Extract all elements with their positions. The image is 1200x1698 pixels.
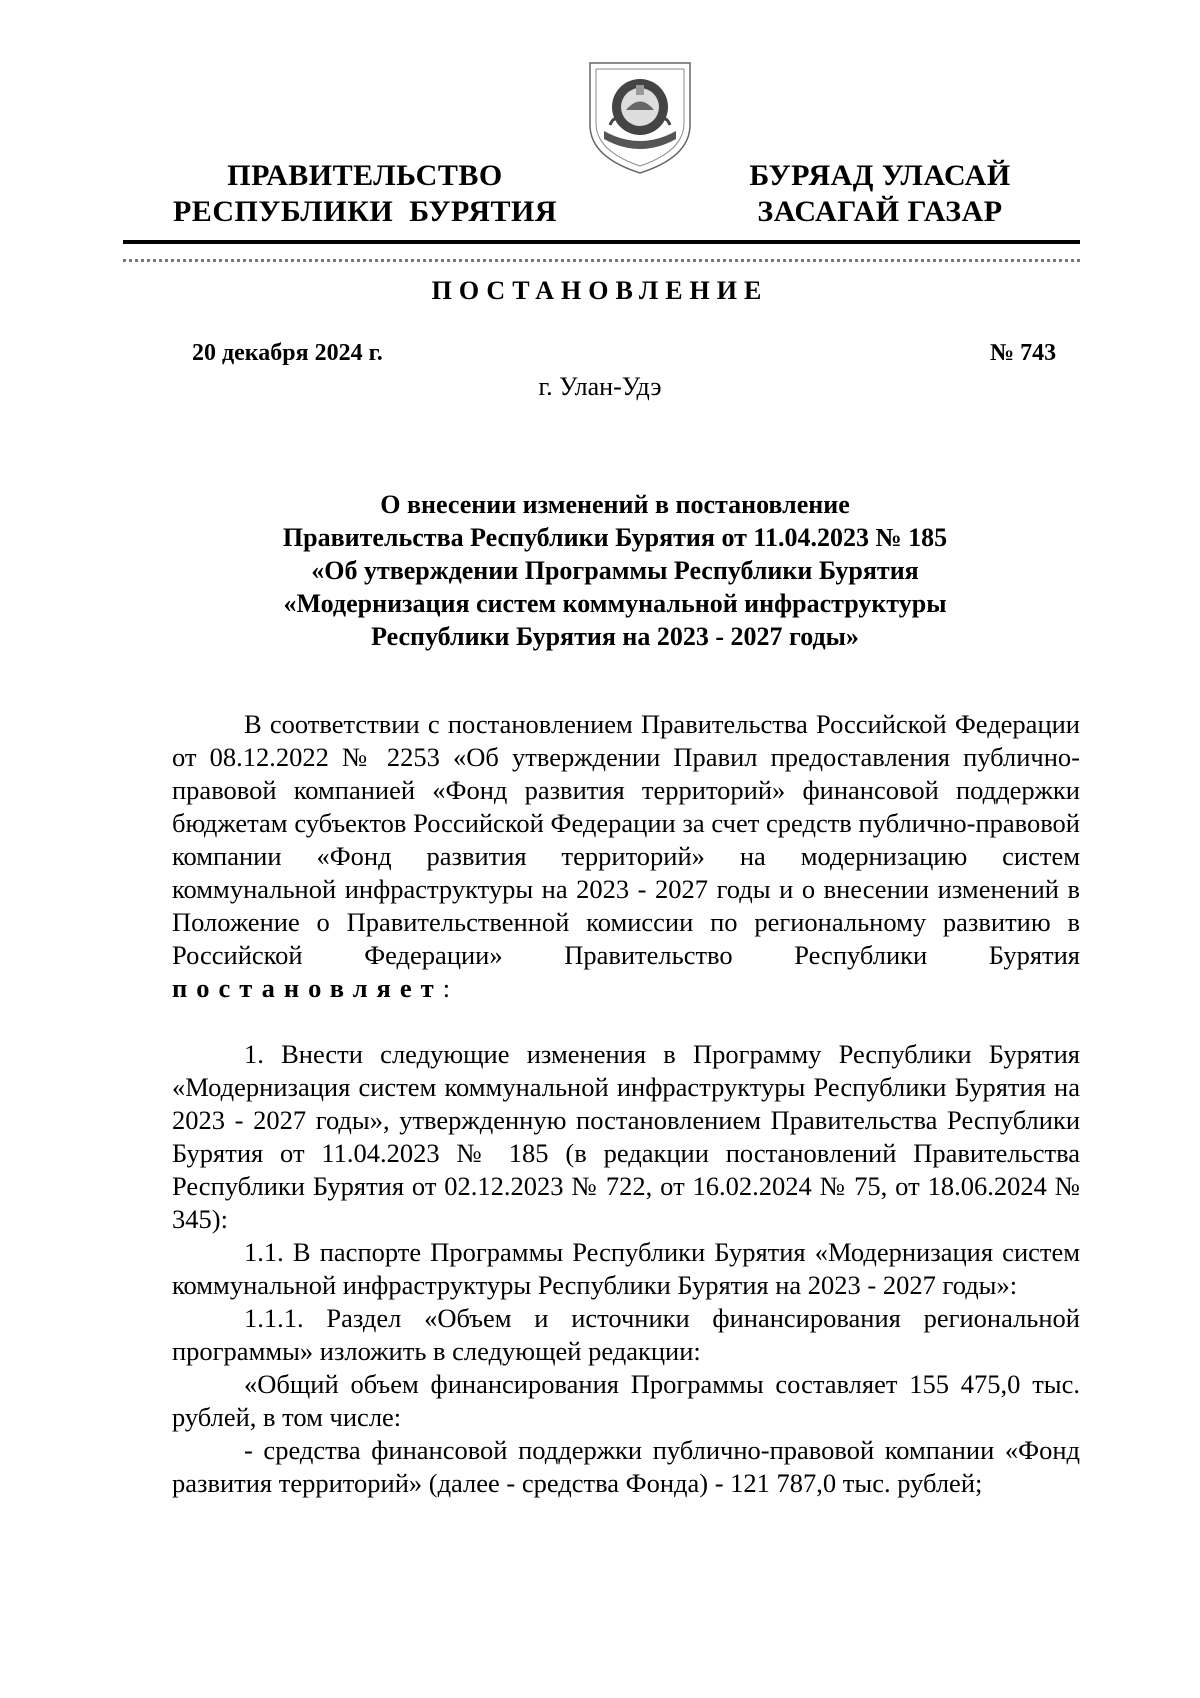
body-paragraph: 1.1. В паспорте Программы Республики Бурятия «Модернизация систем коммунальной инфраструктуры Республики Бурятия на 2023 - 2027 годы»: — [172, 1237, 1080, 1300]
body-paragraph: 1.1.1. Раздел «Объем и источники финансирования региональной программы» изложить в следующей редакции: — [172, 1303, 1080, 1366]
document-number: № 743 — [990, 340, 1057, 366]
org-right-line2: ЗАСАГАЙ ГАЗАР — [757, 195, 1003, 228]
document-title — [150, 488, 1080, 653]
header-divider-dotted — [123, 259, 1080, 262]
title-line: «Модернизация систем коммунальной инфраструктуры — [283, 589, 947, 618]
preamble-paragraph — [172, 708, 1080, 1005]
preamble-text: В соответствии с постановлением Правительства Российской Федерации от 08.12.2022 № 2253 «Об утверждении Правил предоставления публично-правовой компанией «Фонд развития территорий» финансовой поддержки бюджетам субъектов Российской Федерации за счет средств публично-правовой компании «Фонд развития территорий» на модернизацию систем коммунальной инфраструктуры на 2023 - 2027 годы и о внесении изменений в Положение о Правительственной комиссии по региональному развитию в Российской Федерации» Правительство Республики Бурятия — [172, 709, 1080, 970]
body-paragraph: - средства финансовой поддержки публично-правовой компании «Фонд развития территорий» (далее - средства Фонда) - 121 787,0 тыс. рублей; — [172, 1435, 1080, 1498]
title-line: О внесении изменений в постановление — [380, 490, 850, 519]
org-name-russian — [170, 158, 560, 230]
org-left-line1: ПРАВИТЕЛЬСТВО — [227, 159, 503, 192]
document-city: г. Улан-Удэ — [538, 372, 662, 401]
title-line: «Об утверждении Программы Республики Бурятия — [311, 556, 919, 585]
header-divider-thick — [123, 240, 1080, 244]
document-type: ПОСТАНОВЛЕНИЕ — [431, 276, 769, 305]
document-body — [172, 708, 1080, 1500]
resolution-keyword: постановляет — [172, 973, 443, 1003]
body-paragraph: «Общий объем финансирования Программы составляет 155 475,0 тыс. рублей, в том числе: — [172, 1369, 1080, 1432]
title-line: Республики Бурятия на 2023 - 2027 годы» — [371, 622, 859, 651]
title-line: Правительства Республики Бурятия от 11.04.2023 № 185 — [282, 523, 948, 552]
org-name-buryat — [720, 158, 1040, 230]
preamble-end: : — [442, 973, 451, 1003]
body-paragraph: 1. Внести следующие изменения в Программу Республики Бурятия «Модернизация систем коммунальной инфраструктуры Республики Бурятия на 2023 - 2027 годы», утвержденную постановлением Правительства Республики Бурятия от 11.04.2023 № 185 (в редакции постановлений Правительства Республики Бурятия от 02.12.2023 № 722, от 16.02.2024 № 75, от 18.06.2024 № 345): — [172, 1039, 1080, 1234]
org-left-line2: РЕСПУБЛИКИ БУРЯТИЯ — [172, 195, 558, 228]
document-date: 20 декабря 2024 г. — [192, 340, 383, 366]
org-right-line1: БУРЯАД УЛАСАЙ — [749, 159, 1011, 192]
coat-of-arms-icon — [580, 55, 700, 177]
